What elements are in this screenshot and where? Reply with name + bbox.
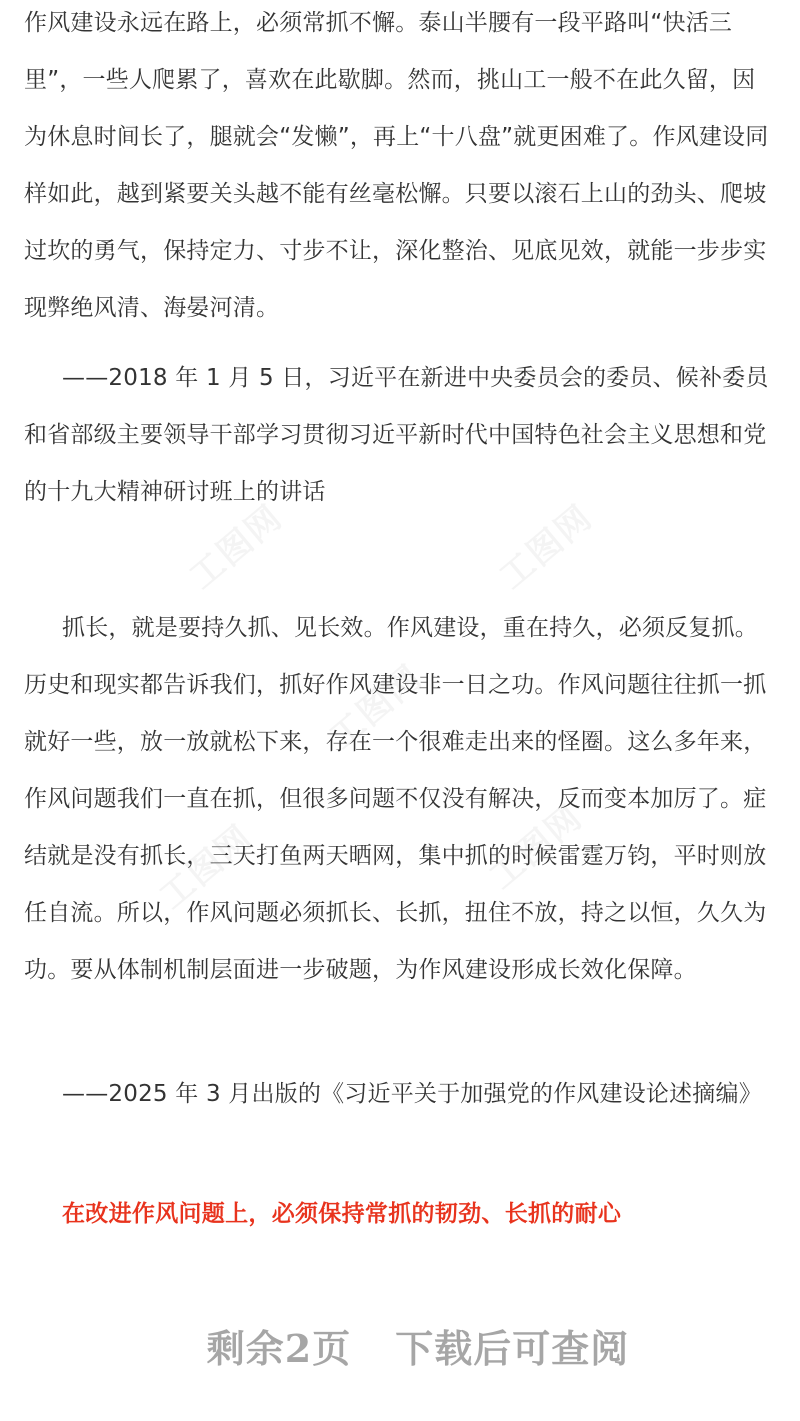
download-prompt[interactable] [0, 1318, 800, 1373]
quote-source: ——2025 年 3 月出版的《习近平关于加强党的作风建设论述摘编》 [62, 1081, 762, 1107]
article-paragraph: 作风建设永远在路上，必须常抓不懈。泰山半腰有一段平路叫“快活三里”，一些人爬累了，喜欢在此歇脚。然而，挑山工一般不在此久留，因为休息时间长了，腿就会“发懒”，再上“十八盘”就更困难了。作风建设同样如此，越到紧要关头越不能有丝毫松懈。只要以滚石上山的劲头、爬坡过坎的勇气，保持定力、寸步不让，深化整治、见底见效，就能一步步实现弊绝风清、海晏河清。 [24, 10, 769, 321]
download-hint-label: 下载后可查阅 [395, 1326, 630, 1371]
watermark: 工图网 [182, 497, 291, 598]
watermark: 工图网 [482, 797, 591, 898]
remaining-pages-label: 剩余2页 [206, 1326, 352, 1371]
article-paragraph: 抓长，就是要持久抓、见长效。作风建设，重在持久，必须反复抓。历史和现实都告诉我们，抓好作风建设非一日之功。作风问题往往抓一抓就好一些，放一放就松下来，存在一个很难走出来的怪圈。这么多年来，作风问题我们一直在抓，但很多问题不仅没有解决，反而变本加厉了。症结就是没有抓长，三天打鱼两天晒网，集中抓的时候雷霆万钧，平时则放任自流。所以，作风问题必须抓长、长抓，扭住不放，持之以恒，久久为功。要从体制机制层面进一步破题，为作风建设形成长效化保障。 [24, 615, 767, 983]
watermark: 工图网 [492, 497, 601, 598]
watermark: 工图网 [152, 817, 261, 918]
watermark: 工图网 [322, 657, 431, 758]
section-heading: 在改进作风问题上，必须保持常抓的韧劲、长抓的耐心 [62, 1201, 622, 1227]
quote-source: ——2018 年 1 月 5 日，习近平在新进中央委员会的委员、候补委员和省部级主要领导干部学习贯彻习近平新时代中国特色社会主义思想和党的十九大精神研讨班上的讲话 [24, 365, 769, 505]
